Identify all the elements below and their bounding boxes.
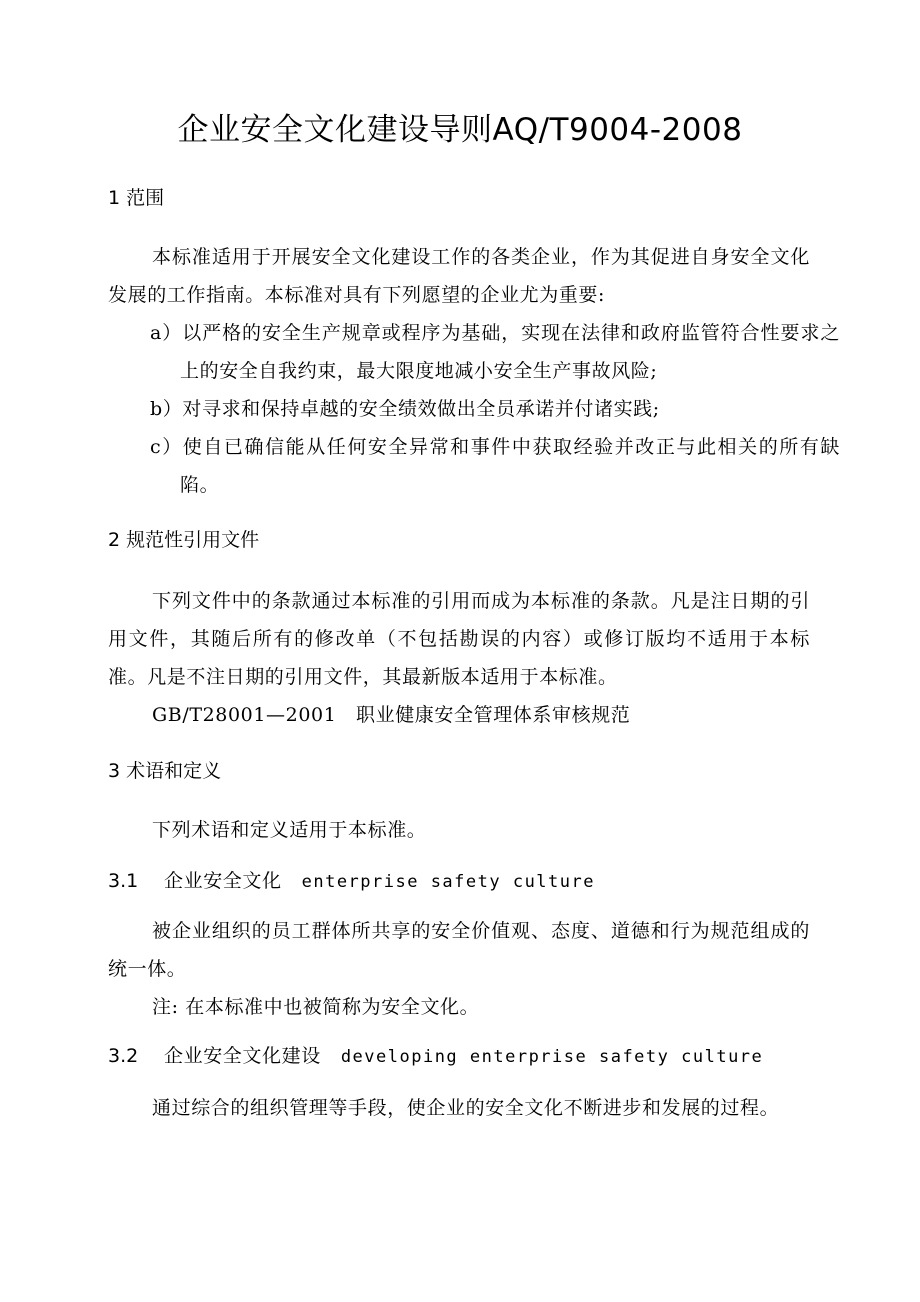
document-title: 企业安全文化建设导则AQ/T9004-2008 <box>177 112 743 148</box>
term-name-en: developing enterprise safety culture <box>340 1047 764 1067</box>
section-2-heading: 2 规范性引用文件 <box>108 529 260 551</box>
term-name-en: enterprise safety culture <box>301 872 595 892</box>
term-number: 3.1 <box>108 870 139 892</box>
term-name-cn: 企业安全文化 <box>164 870 282 892</box>
section-3-intro: 下列术语和定义适用于本标准。 <box>152 819 427 841</box>
term-3-1-note: 注: 在本标准中也被简称为安全文化。 <box>152 996 480 1018</box>
normative-reference: GB/T28001—2001 职业健康安全管理体系审核规范 <box>152 704 631 726</box>
term-name-cn: 企业安全文化建设 <box>164 1045 321 1067</box>
term-3-1-heading <box>108 867 595 896</box>
list-item-a: a）以严格的安全生产规章或程序为基础，实现在法律和政府监管符合性要求之上的安全自我约束，最大限度地减小安全生产事故风险; <box>150 322 840 382</box>
list-item-c: c）使自已确信能从任何安全异常和事件中获取经验并改正与此相关的所有缺陷。 <box>150 436 840 496</box>
section-2-intro: 下列文件中的条款通过本标准的引用而成为本标准的条款。凡是注日期的引用文件，其随后所有的修改单（不包括勘误的内容）或修订版均不适用于本标准。凡是不注日期的引用文件，其最新版本适用于本标准。 <box>108 590 810 688</box>
section-1-heading: 1 范围 <box>108 187 165 209</box>
list-item-b: b）对寻求和保持卓越的安全绩效做出全员承诺并付诸实践; <box>150 398 660 420</box>
section-3-heading: 3 术语和定义 <box>108 760 222 782</box>
term-3-2-definition: 通过综合的组织管理等手段，使企业的安全文化不断进步和发展的过程。 <box>152 1097 780 1119</box>
term-3-1-definition: 被企业组织的员工群体所共享的安全价值观、态度、道德和行为规范组成的统一体。 <box>108 920 810 980</box>
term-3-2-heading <box>108 1042 763 1071</box>
section-1-intro: 本标准适用于开展安全文化建设工作的各类企业，作为其促进自身安全文化发展的工作指南。本标准对具有下列愿望的企业尤为重要: <box>108 246 810 306</box>
term-number: 3.2 <box>108 1045 139 1067</box>
